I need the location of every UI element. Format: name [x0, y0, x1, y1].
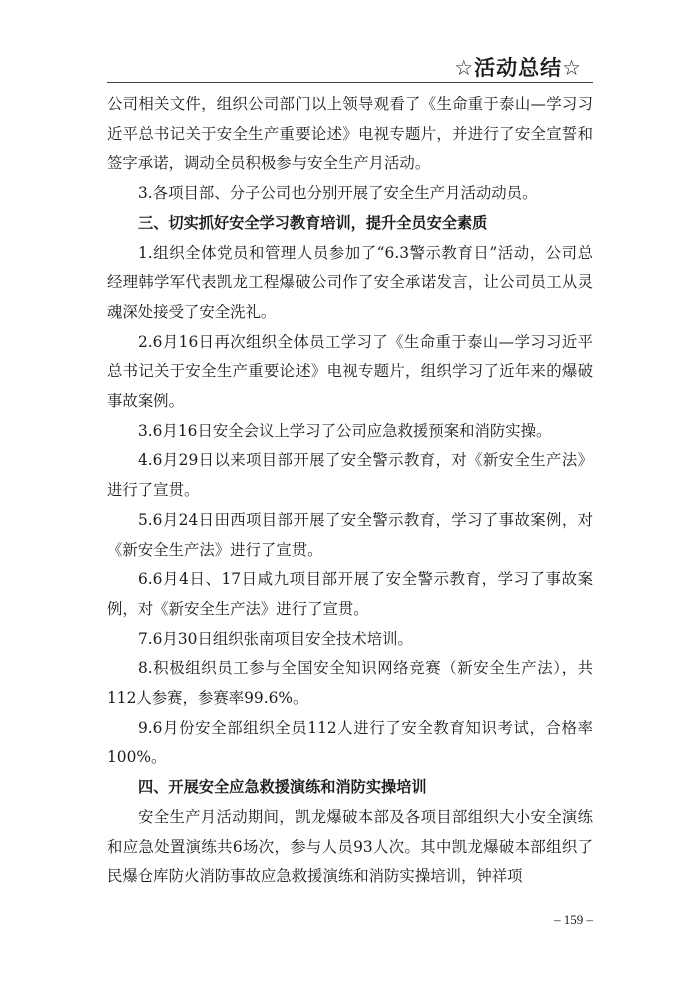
paragraph-3-4: 4.6月29日以来项目部开展了安全警示教育，对《新安全生产法》进行了宣贯。 — [107, 451, 593, 500]
paragraph-3-5: 5.6月24日田西项目部开展了安全警示教育，学习了事故案例，对《新安全生产法》进行了宣贯。 — [107, 510, 593, 559]
document-body — [107, 90, 593, 892]
paragraph-3-3: 3.6月16日安全会议上学习了公司应急救援预案和消防实操。 — [138, 421, 552, 440]
header-divider — [107, 82, 593, 83]
paragraph-3-9: 9.6月份安全部组织全员112人进行了安全教育知识考试，合格率100%。 — [107, 718, 593, 767]
paragraph-3-7: 7.6月30日组织张南项目安全技术培训。 — [138, 629, 413, 648]
paragraph-4-1: 安全生产月活动期间，凯龙爆破本部及各项目部组织大小安全演练和应急处置演练共6场次，参与人员93人次。其中凯龙爆破本部组织了民爆仓库防火消防事故应急救援演练和消防实操培训，钟祥项 — [107, 807, 593, 886]
section-heading-4: 四、开展安全应急救援演练和消防实操培训 — [138, 778, 427, 797]
header-title: ☆活动总结☆ — [454, 56, 582, 80]
paragraph-3-8: 8.积极组织员工参与全国安全知识网络竞赛（新安全生产法），共112人参赛，参赛率99.6%。 — [107, 659, 593, 708]
paragraph-3-2: 2.6月16日再次组织全体员工学习了《生命重于泰山—学习习近平总书记关于安全生产重要论述》电视专题片，组织学习了近年来的爆破事故案例。 — [107, 332, 593, 411]
paragraph-3-6: 6.6月4日、17日咸九项目部开展了安全警示教育，学习了事故案例，对《新安全生产法》进行了宣贯。 — [107, 570, 593, 618]
section-heading-3: 三、切实抓好安全学习教育培训，提升全员安全素质 — [138, 213, 488, 232]
paragraph-2: 3.各项目部、分子公司也分别开展了安全生产月活动动员。 — [138, 184, 538, 203]
paragraph-3-1: 1.组织全体党员和管理人员参加了“6.3警示教育日”活动，公司总经理韩学军代表凯龙工程爆破公司作了安全承诺发言，让公司员工从灵魂深处接受了安全洗礼。 — [107, 243, 593, 321]
page-number: – 159 – — [554, 912, 593, 927]
paragraph-1: 公司相关文件，组织公司部门以上领导观看了《生命重于泰山—学习习近平总书记关于安全生产重要论述》电视专题片，并进行了安全宣誓和签字承诺，调动全员积极参与安全生产月活动。 — [107, 95, 593, 173]
